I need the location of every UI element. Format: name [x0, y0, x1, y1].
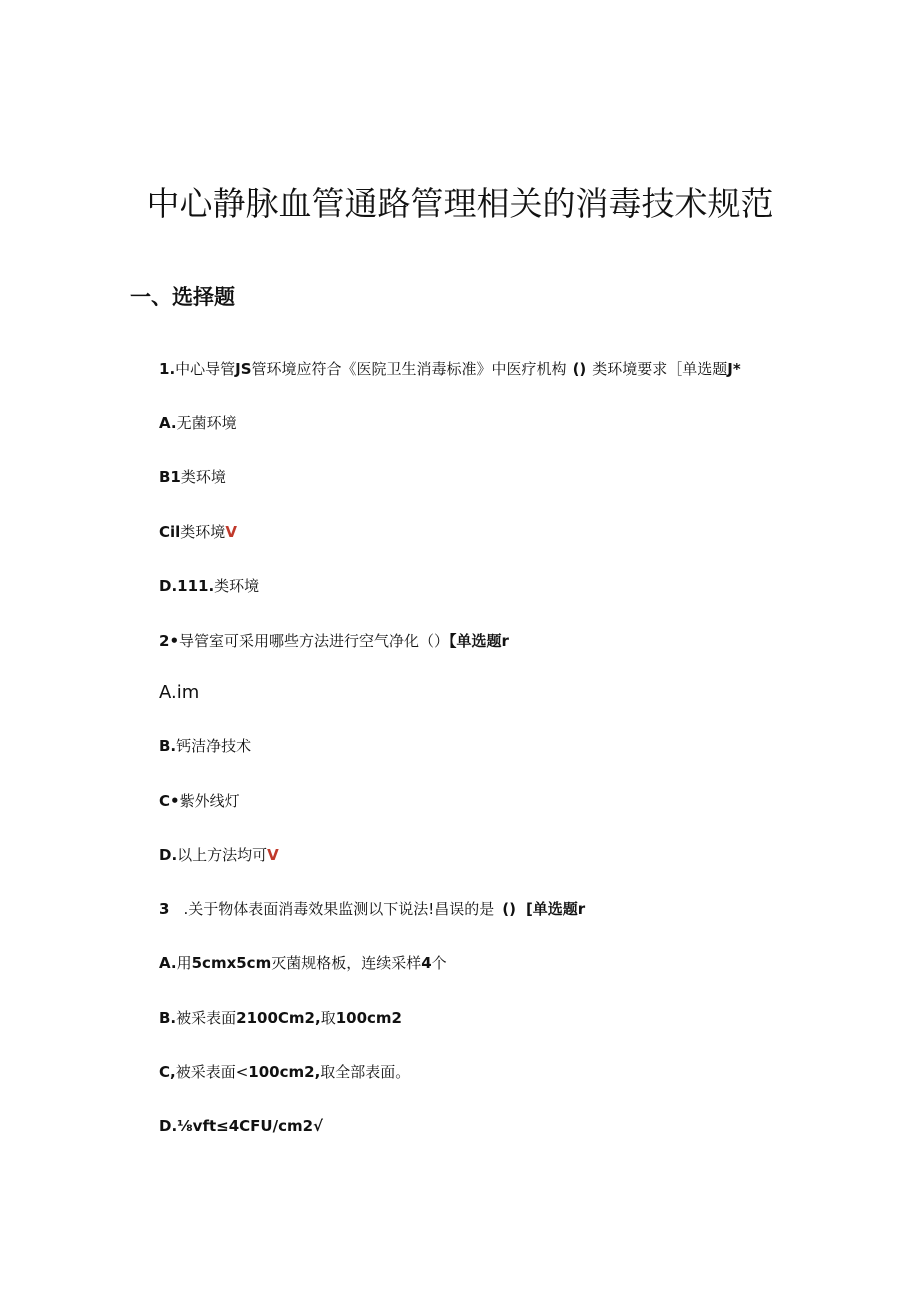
option-label: B1: [159, 468, 181, 486]
question-type: [单选题r: [525, 900, 586, 918]
option-label: D.: [159, 846, 178, 864]
option-label: B.: [159, 1009, 177, 1027]
option-3d: [159, 1115, 323, 1137]
option-label: B.: [159, 737, 177, 755]
option-text: 类环境: [214, 577, 260, 595]
option-text: 以上方法均可: [177, 846, 268, 864]
option-3a: A.用5cmx5cm灭菌规格板，连续采样4个: [159, 954, 447, 972]
option-label: C,: [159, 1063, 176, 1081]
option-3c: C,被采表面<100cm2,取全部表面。: [159, 1063, 411, 1081]
question-3: 3 .关于物体表面消毒效果监测以下说法!昌误的是 () [单选题r: [159, 900, 586, 918]
correct-mark: V: [267, 846, 279, 864]
question-text: 中心导管: [175, 360, 236, 378]
option-label: Cil: [159, 523, 181, 541]
option-2a: [159, 682, 199, 704]
option-label: C•: [159, 792, 180, 810]
option-1d: [159, 575, 259, 597]
option-2b: [159, 735, 251, 757]
option-1a: [159, 412, 237, 434]
question-number: 1: [159, 360, 170, 378]
option-1b: [159, 466, 226, 488]
correct-mark: V: [225, 523, 237, 541]
option-label: A.: [159, 954, 177, 972]
option-text: 紫外线灯: [179, 792, 240, 810]
option-3b: B.被采表面2100Cm2,取100cm2: [159, 1009, 402, 1027]
question-text: .关于物体表面消毒效果监测以下说法!昌误的是: [183, 900, 495, 918]
option-1c: [159, 521, 237, 543]
question-type: J*: [727, 360, 741, 378]
question-number: 2: [159, 632, 170, 650]
option-2d: [159, 844, 279, 866]
section-heading: 一、选择题: [130, 285, 235, 309]
question-2: 2•导管室可采用哪些方法进行空气净化（）【单选题r: [159, 632, 509, 650]
option-label: A.im: [159, 682, 200, 703]
option-text: 无菌环境: [176, 414, 237, 432]
option-text: 类环境: [180, 468, 226, 486]
question-type: 【单选题r: [449, 632, 509, 650]
option-2c: [159, 790, 240, 812]
option-text: 钙洁净技术: [176, 737, 252, 755]
question-number: 3: [159, 900, 170, 918]
option-label: A.: [159, 414, 177, 432]
option-label: D.111.: [159, 577, 215, 595]
option-text: 类环境: [180, 523, 226, 541]
question-1: 1.中心导管JS管环境应符合《医院卫生消毒标准》中医疗机构 () 类环境要求［单选题J*: [159, 360, 741, 378]
option-label: D.⅛vft≤4CFU/cm2√: [159, 1117, 324, 1135]
document-title: 中心静脉血管通路管理相关的消毒技术规范: [146, 184, 774, 223]
question-text: 导管室可采用哪些方法进行空气净化（）: [179, 632, 450, 650]
